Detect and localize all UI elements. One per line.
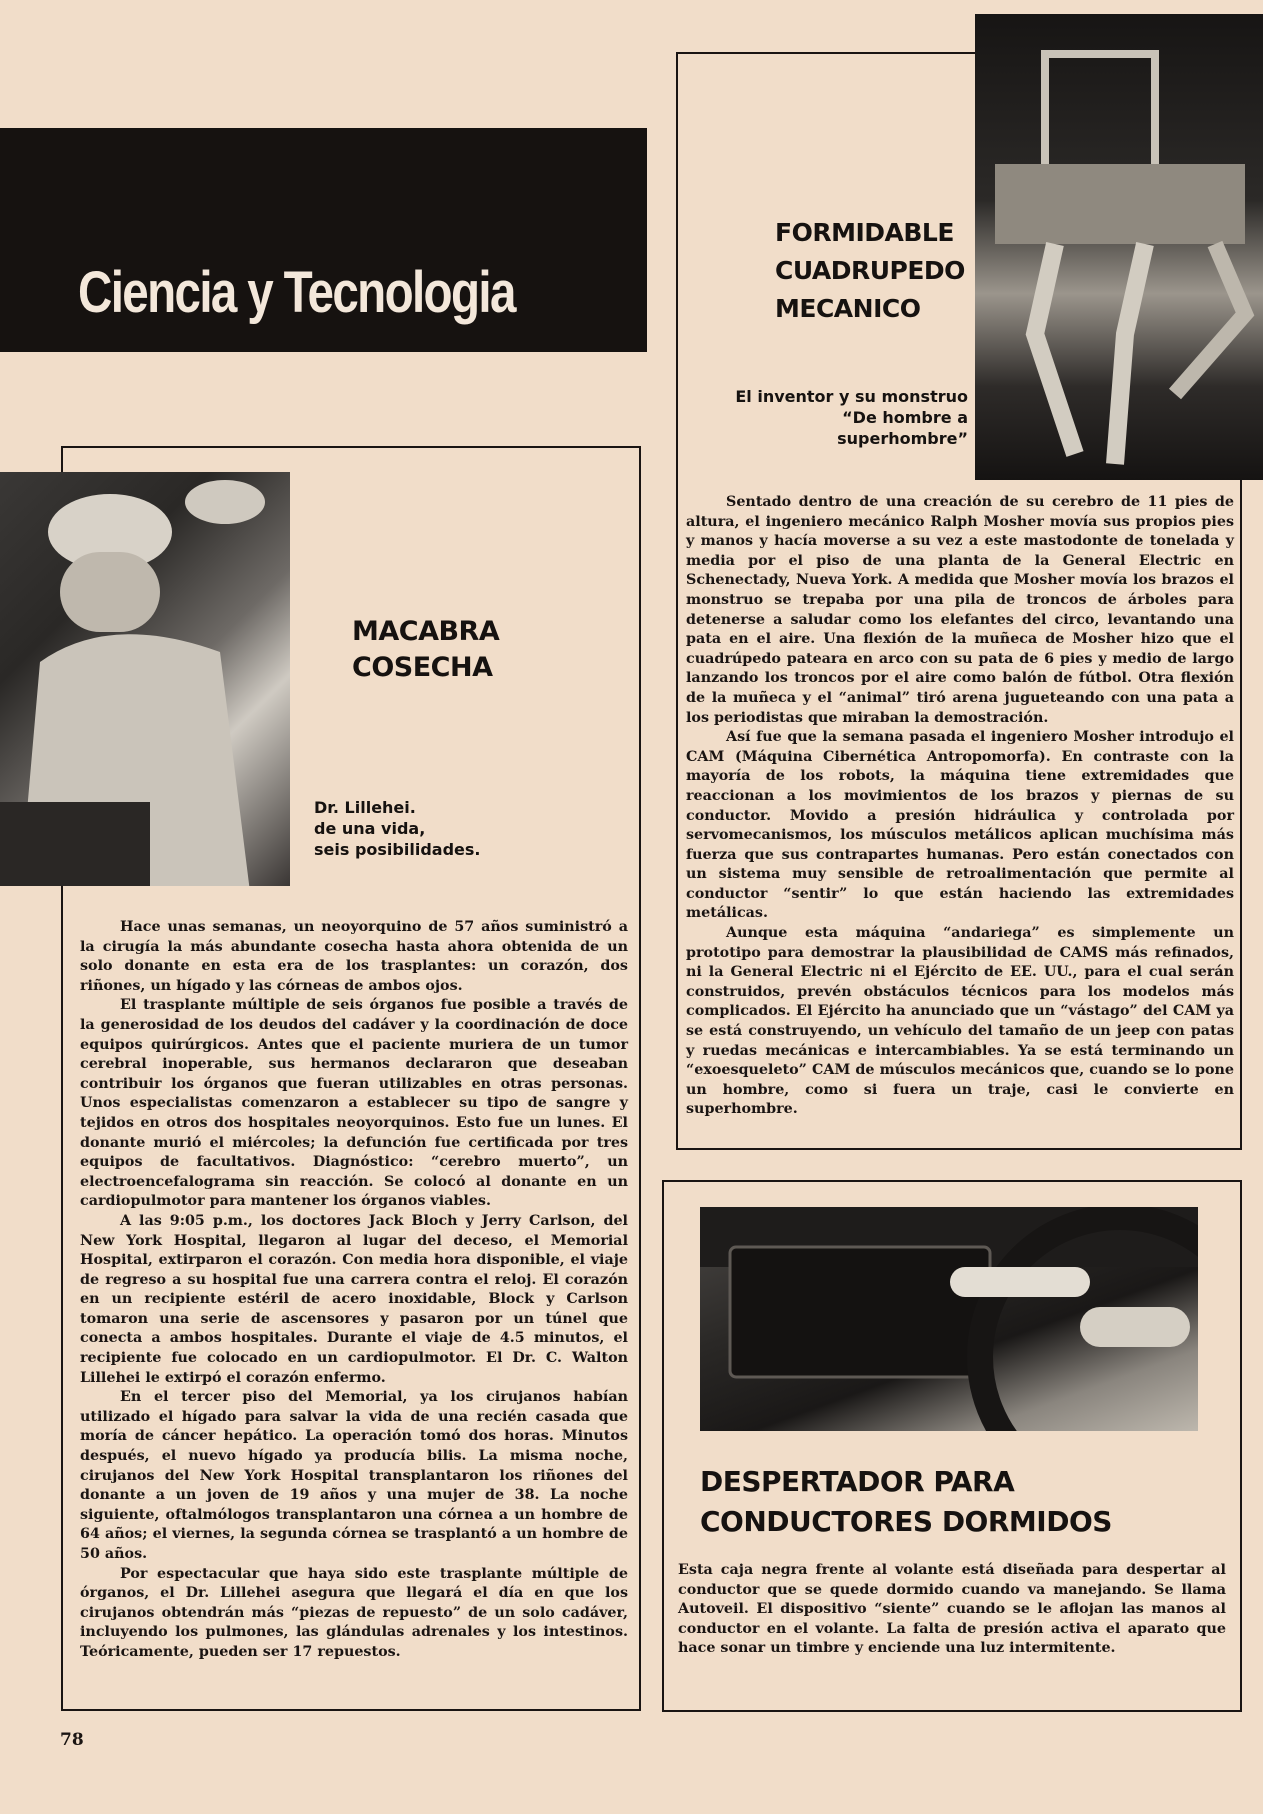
- dashboard-device-photo-icon: [700, 1207, 1198, 1431]
- despertador-headline: [700, 1462, 1200, 1542]
- section-banner: [0, 128, 647, 352]
- surgeon-photo: [0, 472, 290, 886]
- section-title: Ciencia y Tecnologia: [78, 260, 515, 325]
- macabra-headline-line1: MACABRA: [352, 616, 500, 647]
- macabra-caption-line3: seis posibilidades.: [314, 840, 481, 859]
- cuadrupedo-article-body: [686, 493, 1234, 1120]
- macabra-paragraph: A las 9:05 p.m., los doctores Jack Bloch y Jerry Carlson, del New York Hospital, llegaron al lugar del deceso, el Memorial Hospital, extirparon el corazón. Con media hora disponible, el viaje de regreso a su hospital fue una carrera contra el reloj. El corazón en un recipiente estéril de acero inoxidable, Block y Carlson tomaron una serie de ascensores y pasaron por un túnel que conecta a ambos hospitales. Durante el viaje de 4.5 minutos, el recipiente fue colocado en un cardiopulmotor. El Dr. C. Walton Lillehei le extirpó el corazón enfermo.: [80, 1212, 628, 1386]
- despertador-headline-line1: DESPERTADOR PARA: [700, 1465, 1015, 1498]
- despertador-headline-line2: CONDUCTORES DORMIDOS: [700, 1505, 1112, 1538]
- cuadrupedo-paragraph: Así fue que la semana pasada el ingeniero Mosher introdujo el CAM (Máquina Cibernética Antropomorfa). En contraste con la mayoría de los robots, la máquina tiene extremidades que reaccionan a los movimientos de los brazos y piernas de su conductor. Movido a presión hidráulica y controlada por servomecanismos, los músculos metálicos aplican muchísima más fuerza que sus contrapartes humanas. Pero están conectados con un sistema muy sensible de retroalimentación que permite al conductor “sentir” lo que están haciendo las extremidades metálicas.: [686, 729, 1234, 922]
- page-number: 78: [60, 1730, 84, 1750]
- cuadrupedo-headline: [775, 214, 975, 328]
- macabra-caption-line1: Dr. Lillehei.: [314, 798, 416, 817]
- macabra-caption-line2: de una vida,: [314, 819, 426, 838]
- cuadrupedo-headline-line3: MECANICO: [775, 294, 921, 323]
- cuadrupedo-paragraph: Aunque esta máquina “andariega” es simplemente un prototipo para demostrar la plausibilidad de CAMS más refinados, ni la General Electric ni el Ejército de EE. UU., para el cual serán construidos, prevén obstáculos técnicos para los modelos más complicados. El Ejército ha anunciado que un “vástago” del CAM ya se está construyendo, un vehículo del tamaño de un jeep con patas y ruedas mecánicas e intercambiables. Ya se está terminando un “exoesqueleto” CAM de músculos mecánicos que, cuando se lo pone un hombre, como si fuera un traje, casi le convierte en superhombre.: [686, 925, 1234, 1118]
- macabra-paragraph: En el tercer piso del Memorial, ya los cirujanos habían utilizado el hígado para salvar la vida de una recién casada que moría de cáncer hepático. La operación tomó dos horas. Minutos después, el nuevo hígado ya producía bilis. La misma noche, cirujanos del New York Hospital transplantaron los riñones del donante a un joven de 19 años y una mujer de 38. La noche siguiente, oftalmólogos transplantaron una córnea a un hombre de 64 años; el viernes, la segunda córnea se trasplantó a un hombre de 50 años.: [80, 1389, 628, 1562]
- walking-machine-photo: [975, 14, 1263, 480]
- macabra-caption: [314, 797, 504, 860]
- despertador-article-body: [678, 1561, 1226, 1659]
- cuadrupedo-paragraph: Sentado dentro de una creación de su cerebro de 11 pies de altura, el ingeniero mecánico Ralph Mosher movía sus propios pies y manos y hacía moverse a su vez a este mastodonte de tonelada y media por el piso de una planta de la General Electric en Schenectady, Nueva York. A medida que Mosher movía los brazos el monstruo se trepaba por una pila de troncos de árboles para detenerse a saludar como los elefantes del circo, levantando una pata en el aire. Una flexión de la muñeca de Mosher hizo que el cuadrúpedo pateara en arco con su pata de 6 pies y medio de largo lanzando los troncos por el aire como balón de fútbol. Otra flexión de la muñeca y el “animal” tiró arena jugueteando con una pata a los periodistas que miraban la demostración.: [686, 494, 1234, 726]
- dashboard-device-photo: [700, 1207, 1198, 1431]
- macabra-headline: [352, 614, 572, 686]
- cuadrupedo-headline-line1: FORMIDABLE: [775, 218, 954, 247]
- cuadrupedo-caption: [706, 386, 968, 449]
- surgeon-photo-icon: [0, 472, 290, 886]
- macabra-paragraph: Hace unas semanas, un neoyorquino de 57 años suministró a la cirugía la más abundante cosecha hasta ahora obtenida de un solo donante en esta era de los trasplantes: un corazón, dos riñones, un hígado y las córneas de ambos ojos.: [80, 919, 628, 994]
- despertador-paragraph: Esta caja negra frente al volante está diseñada para despertar al conductor que se quede dormido cuando va manejando. Se llama Autoveil. El dispositivo “siente” cuando se le aflojan las manos al conductor en el volante. La falta de presión activa el aparato que hace sonar un timbre y enciende una luz intermitente.: [678, 1562, 1226, 1657]
- macabra-headline-line2: COSECHA: [352, 652, 493, 683]
- macabra-paragraph: Por espectacular que haya sido este trasplante múltiple de órganos, el Dr. Lillehei asegura que llegará el día en que los cirujanos obtendrán más “piezas de repuesto” de un solo cadáver, incluyendo los pulmones, las glándulas adrenales y los intestinos. Teóricamente, pueden ser 17 repuestos.: [80, 1565, 628, 1660]
- cuadrupedo-caption-line1: El inventor y su monstruo: [735, 387, 968, 406]
- walking-machine-photo-icon: [975, 14, 1263, 480]
- cuadrupedo-caption-line2: “De hombre a superhombre”: [837, 408, 968, 448]
- macabra-paragraph: El trasplante múltiple de seis órganos fue posible a través de la generosidad de los deudos del cadáver y la coordinación de doce equipos quirúrgicos. Antes que el paciente muriera de un tumor cerebral inoperable, sus hermanos declararon que deseaban contribuir los órganos que fueran utilizables en otras personas. Unos especialistas comenzaron a establecer su tipo de sangre y tejidos en otros dos hospitales neoyorquinos. Esto fue un lunes. El donante murió el miércoles; la defunción fue certificada por tres equipos de facultativos. Diagnóstico: “cerebro muerto”, un electroencefalograma sin reacción. Se colocó al donante en un cardiopulmotor para mantener los órganos viables.: [80, 997, 628, 1210]
- macabra-article-body: [80, 918, 628, 1663]
- cuadrupedo-headline-line2: CUADRUPEDO: [775, 256, 965, 285]
